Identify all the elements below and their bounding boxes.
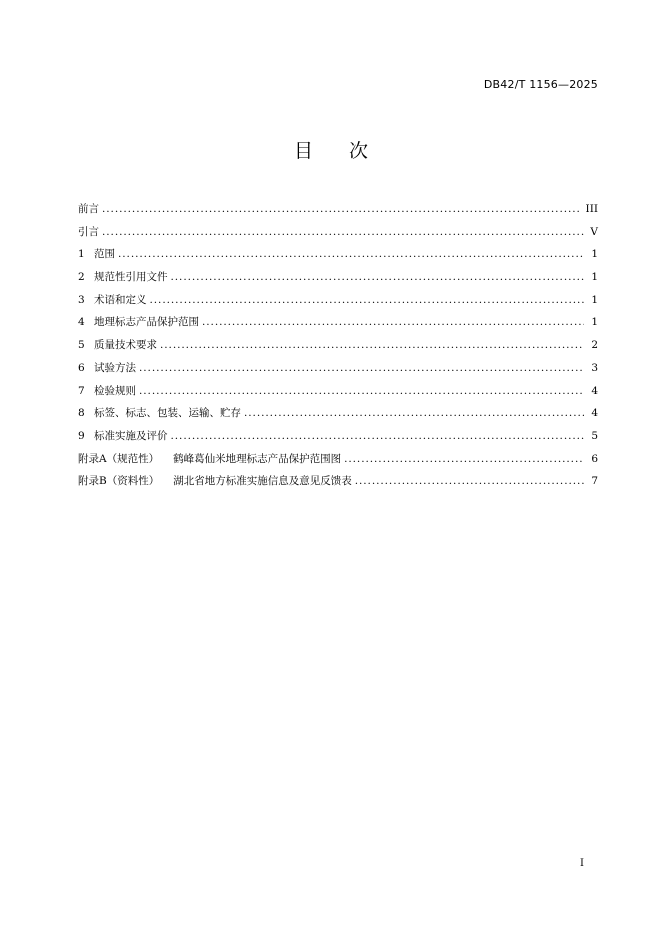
toc-entry-2[interactable] — [78, 266, 598, 289]
toc-entry-number: 8 — [78, 407, 85, 420]
toc-entry-number: 6 — [78, 361, 85, 374]
toc-entry-label: 规范性引用文件 — [94, 271, 168, 284]
toc-entry-6[interactable] — [78, 357, 598, 380]
toc-entry-page: V — [590, 225, 598, 238]
toc-leader-dots — [118, 243, 584, 266]
toc-entry-label: 试验方法 — [94, 361, 136, 374]
toc-entry-4[interactable] — [78, 311, 598, 334]
toc-entry-number: 1 — [78, 248, 85, 261]
toc-entry-9[interactable] — [78, 425, 598, 448]
toc-entry-label — [78, 470, 352, 493]
toc-entry-page: 1 — [591, 316, 598, 329]
toc-entry-number: 9 — [78, 429, 85, 442]
toc-entry-appendix-b[interactable] — [78, 470, 598, 493]
toc-entry-number: 2 — [78, 271, 85, 284]
toc-entry-label: 前言 — [78, 203, 99, 215]
appendix-title: 鹤峰葛仙米地理标志产品保护范围图 — [173, 452, 342, 465]
toc-leader-dots — [139, 357, 584, 380]
toc-entry-page: III — [585, 203, 598, 215]
toc-entry-label: 术语和定义 — [94, 293, 147, 306]
toc-entry-page: 4 — [591, 407, 598, 420]
toc-entry-label: 标准实施及评价 — [94, 429, 168, 442]
toc-entry-appendix-a[interactable] — [78, 448, 598, 471]
appendix-label: 附录A（规范性） — [78, 452, 160, 465]
appendix-label: 附录B（资料性） — [78, 475, 160, 488]
toc-entry-number: 5 — [78, 339, 85, 352]
page-number: I — [580, 858, 584, 869]
toc-entry-page: 7 — [591, 475, 598, 488]
toc-entry-page: 3 — [591, 361, 598, 374]
toc-leader-dots — [102, 198, 580, 221]
toc-leader-dots — [171, 266, 585, 289]
toc-leader-dots — [202, 311, 584, 334]
toc-entry-page: 6 — [591, 452, 598, 465]
toc-leader-dots — [244, 402, 584, 425]
toc-leader-dots — [150, 289, 585, 312]
toc-entry-1[interactable] — [78, 243, 598, 266]
toc-leader-dots — [160, 334, 584, 357]
toc-entry-label: 标签、标志、包装、运输、贮存 — [94, 407, 241, 420]
toc-title-char: 目 — [293, 140, 313, 162]
toc-entry-page: 1 — [591, 293, 598, 306]
toc-leader-dots — [139, 380, 584, 403]
table-of-contents — [78, 198, 598, 493]
toc-entry-number: 7 — [78, 384, 85, 397]
toc-entry-label: 质量技术要求 — [94, 339, 157, 352]
toc-leader-dots — [355, 470, 584, 493]
document-code: DB42/T 1156—2025 — [483, 78, 598, 91]
toc-entry-label: 检验规则 — [94, 384, 136, 397]
toc-leader-dots — [171, 425, 585, 448]
toc-entry-page: 4 — [591, 384, 598, 397]
toc-entry-label: 地理标志产品保护范围 — [94, 316, 199, 329]
toc-leader-dots — [102, 221, 584, 244]
toc-entry-3[interactable] — [78, 289, 598, 312]
toc-entry-7[interactable] — [78, 380, 598, 403]
toc-entry-page: 5 — [591, 429, 598, 442]
toc-entry-number: 3 — [78, 293, 85, 306]
toc-title — [0, 136, 662, 163]
toc-entry-foreword[interactable] — [78, 198, 598, 221]
toc-entry-introduction[interactable] — [78, 221, 598, 244]
toc-entry-page: 2 — [591, 339, 598, 352]
toc-entry-label: 引言 — [78, 225, 99, 238]
toc-entry-label — [78, 448, 341, 471]
toc-leader-dots — [344, 448, 584, 471]
toc-entry-page: 1 — [591, 271, 598, 284]
toc-entry-page: 1 — [591, 248, 598, 261]
toc-entry-number: 4 — [78, 316, 85, 329]
appendix-title: 湖北省地方标准实施信息及意见反馈表 — [173, 475, 352, 488]
toc-entry-label: 范围 — [94, 248, 115, 261]
toc-entry-8[interactable] — [78, 402, 598, 425]
toc-entry-5[interactable] — [78, 334, 598, 357]
toc-title-char: 次 — [349, 140, 369, 162]
